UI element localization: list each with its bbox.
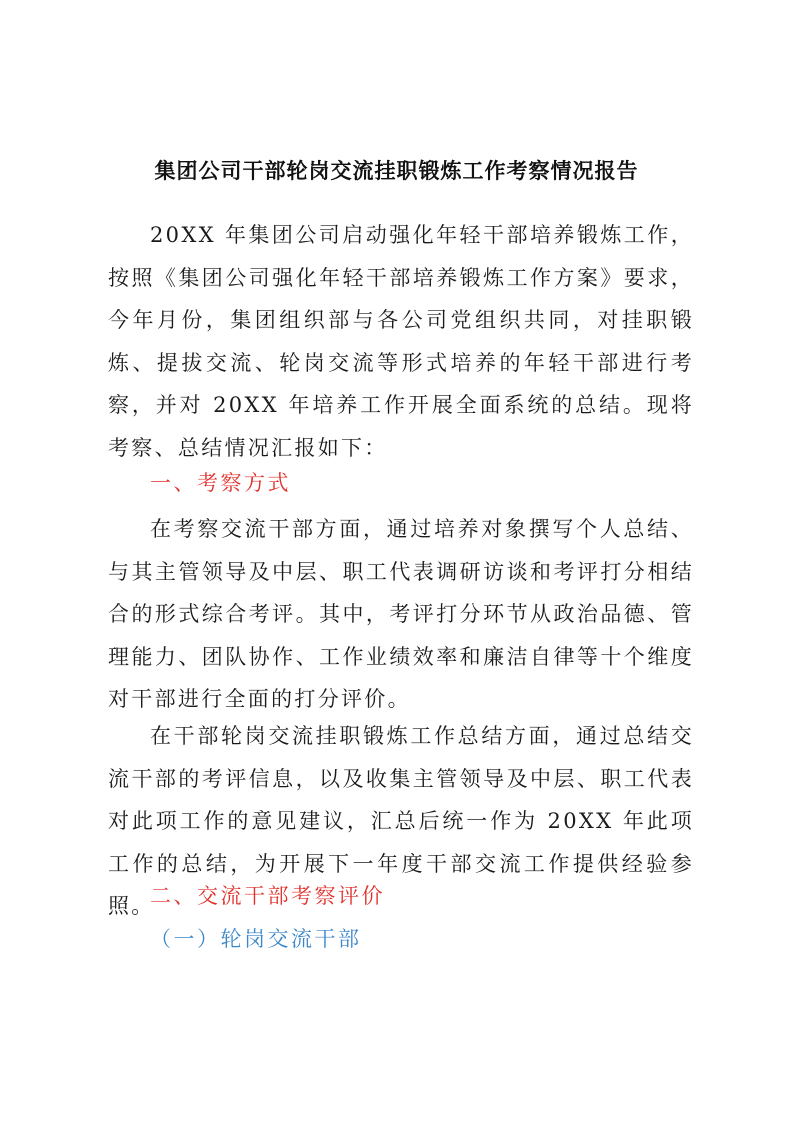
section-heading-method: 一、考察方式 (150, 471, 291, 495)
subsection-heading-rotation: （一）轮岗交流干部 (150, 927, 362, 951)
method-paragraph-2: 在干部轮岗交流挂职锻炼工作总结方面，通过总结交流干部的考评信息，以及收集主管领导及中层、职工代表对此项工作的意见建议，汇总后统一作为 20XX 年此项工作的总结，为开展下一年度干部交流工作提供经验参照。 (108, 724, 694, 919)
section-heading-evaluation: 二、交流干部考察评价 (150, 884, 385, 908)
document-title: 集团公司干部轮岗交流挂职锻炼工作考察情况报告 (154, 158, 639, 183)
method-paragraph-1: 在考察交流干部方面，通过培养对象撰写个人总结、与其主管领导及中层、职工代表调研访谈和考评打分相结合的形式综合考评。其中，考评打分环节从政治品德、管理能力、团队协作、工作业绩效率和廉洁自律等十个维度对干部进行全面的打分评价。 (108, 517, 694, 712)
intro-paragraph: 20XX 年集团公司启动强化年轻干部培养锻炼工作，按照《集团公司强化年轻干部培养锻炼工作方案》要求，今年月份，集团组织部与各公司党组织共同，对挂职锻炼、提拔交流、轮岗交流等形式培养的年轻干部进行考察，并对 20XX 年培养工作开展全面系统的总结。现将考察、总结情况汇报如下： (108, 223, 694, 460)
